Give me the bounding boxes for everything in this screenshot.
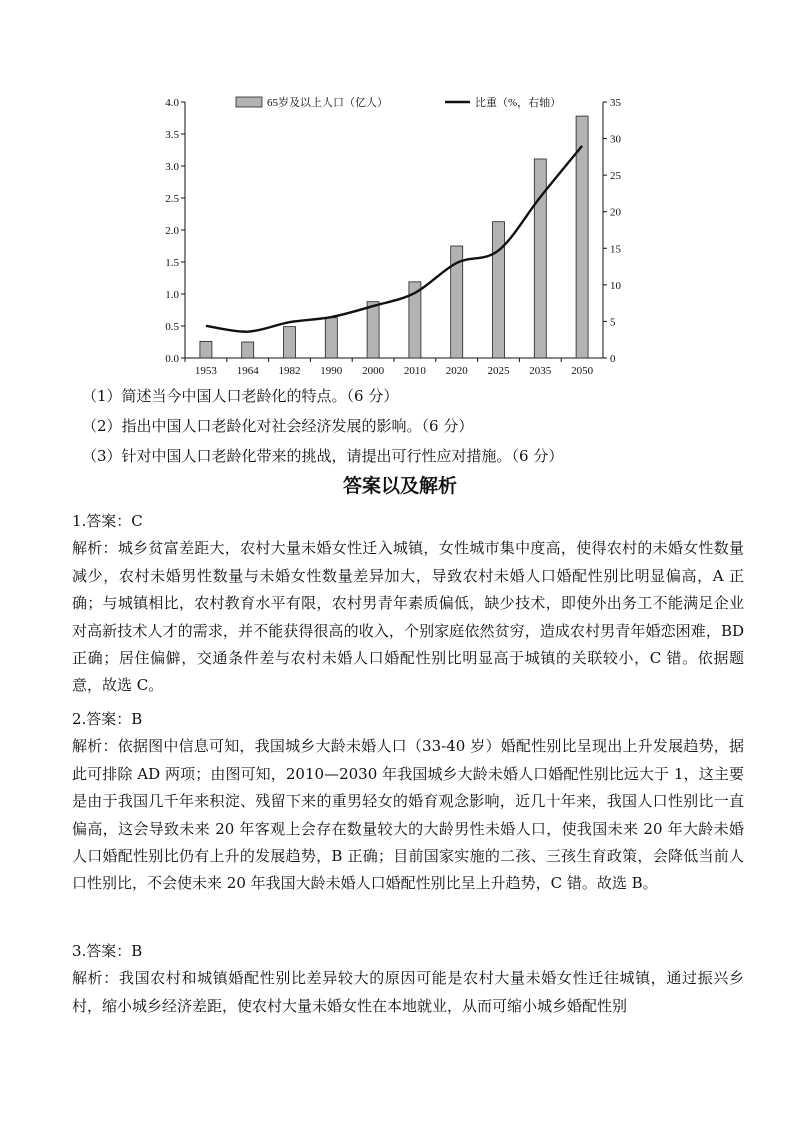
answer-block-1 [72, 508, 744, 700]
left-tick-label: 0.0 [165, 353, 179, 365]
answer-analysis: 解析：依据图中信息可知，我国城乡大龄未婚人口（33-40 岁）婚配性别比呈现出上升发展趋势，据此可排除 AD 两项；由图可知，2010—2030 年我国城乡大龄未婚人口婚配性别比远大于 1，这主要是由于我国几千年来积淀、残留下来的重男轻女的婚育观念影响，近几十年来，我国人口性别比一直偏高，这会导致未来 20 年客观上会存在数量较大的大龄男性未婚人口，使我国未来 20 年大龄未婚人口婚配性别比仍有上升的发展趋势，B 正确；目前国家实施的二孩、三孩生育政策，会降低当前人口性别比，不会使未来 20 年我国大龄未婚人口婚配性别比呈上升趋势，C 错。故选 B。 [72, 737, 744, 893]
left-tick-label: 4.0 [165, 97, 179, 109]
left-tick-label: 0.5 [165, 321, 179, 333]
bar [534, 159, 546, 358]
aging-population-chart [150, 88, 650, 378]
x-tick-label: 2035 [529, 365, 552, 377]
legend-line-label: 比重（%，右轴） [475, 97, 562, 109]
x-tick-label: 1982 [278, 365, 301, 377]
bar [325, 318, 337, 358]
right-tick-label: 20 [610, 206, 621, 219]
left-tick-label: 1.5 [165, 257, 179, 269]
line-series [206, 146, 582, 332]
right-tick-label: 25 [610, 170, 621, 183]
right-tick-label: 10 [610, 279, 621, 292]
answer-analysis: 解析：城乡贫富差距大，农村大量未婚女性迁入城镇，女性城市集中度高，使得农村的未婚女性数量减少，农村未婚男性数量与未婚女性数量差异加大，导致农村未婚人口婚配性别比明显偏高，A 正确；与城镇相比，农村教育水平有限，农村男青年素质偏低，缺少技术，即使外出务工不能满足企业对高新技术人才的需求，并不能获得很高的收入，个别家庭依然贫穷，造成农村男青年婚恋困难，BD 正确；居住偏僻，交通条件差与农村未婚人口婚配性别比明显高于城镇的关联较小，C 错。依据题意，故选 C。 [72, 539, 744, 695]
left-tick-label: 2.5 [165, 193, 179, 205]
x-tick-label: 1953 [194, 365, 217, 377]
left-tick-label: 3.5 [165, 129, 179, 141]
question-2: （2）指出中国人口老龄化对社会经济发展的影响。（6 分） [82, 417, 474, 435]
question-1: （1）简述当今中国人口老龄化的特点。（6 分） [82, 387, 399, 405]
x-tick-label: 1990 [320, 365, 343, 377]
right-tick-label: 15 [610, 243, 621, 256]
bar [367, 302, 379, 358]
answer-block-3 [72, 938, 744, 1020]
x-tick-label: 1964 [236, 365, 259, 377]
x-tick-label: 2050 [571, 365, 594, 377]
left-tick-label: 2.0 [165, 225, 179, 237]
x-tick-label: 2020 [445, 365, 468, 377]
x-tick-label: 2000 [362, 365, 385, 377]
answer-analysis: 解析：我国农村和城镇婚配性别比差异较大的原因可能是农村大量未婚女性迁往城镇，通过振兴乡村，缩小城乡经济差距，使农村大量未婚女性在本地就业，从而可缩小城乡婚配性别 [72, 969, 744, 1015]
bar [200, 341, 212, 358]
answer-label: 2.答案：B [72, 710, 143, 728]
left-tick-label: 3.0 [165, 161, 179, 173]
right-tick-label: 5 [610, 316, 616, 329]
legend-bar-swatch [236, 97, 262, 107]
right-tick-label: 30 [610, 133, 621, 146]
bar-series [200, 116, 588, 358]
x-axis-labels [185, 358, 594, 377]
x-tick-label: 2025 [487, 365, 510, 377]
left-tick-label: 1.0 [165, 289, 179, 301]
chart-legend [236, 95, 561, 109]
legend-bar-label: 65岁及以上人口（亿人） [267, 97, 388, 109]
bar [242, 342, 254, 358]
bar [493, 222, 505, 358]
answer-block-2 [72, 706, 744, 898]
x-tick-label: 2010 [403, 365, 426, 377]
answer-label: 1.答案：C [72, 512, 143, 530]
right-tick-label: 0 [610, 353, 616, 365]
right-tick-label: 35 [610, 97, 621, 109]
answer-label: 3.答案：B [72, 942, 143, 960]
answers-heading: 答案以及解析 [342, 475, 457, 497]
bar [284, 327, 296, 358]
question-3: （3）针对中国人口老龄化带来的挑战，请提出可行性应对措施。（6 分） [82, 447, 564, 465]
chart-axes [165, 97, 621, 365]
ratio-line [206, 146, 582, 332]
